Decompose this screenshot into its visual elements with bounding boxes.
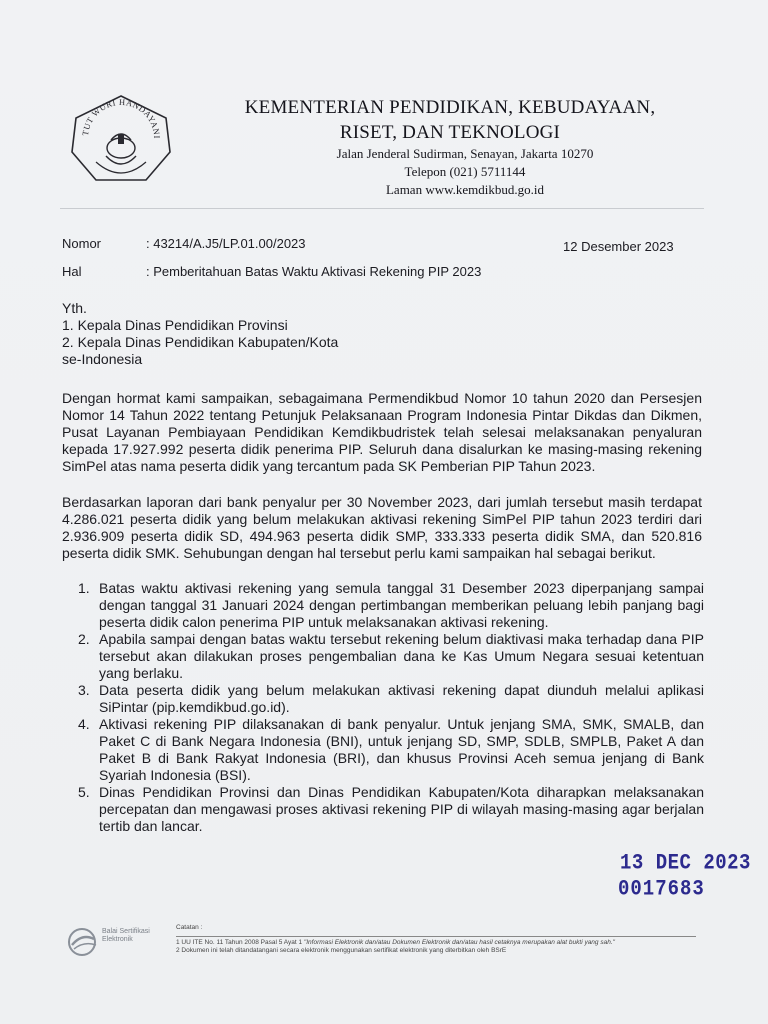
body-paragraph-2: Berdasarkan laporan dari bank penyalur per 30 November 2023, dari jumlah tersebut masih terdapat 4.286.021 peserta didik yang belum melakukan aktivasi rekening SimPel PIP tahun 2023 terdiri dari 2.936.909 peserta didik SD, 494.963 peserta didik SMP, 333.333 peserta didik SMA, dan 520.816 peserta didik SMK. Sehubungan dengan hal tersebut perlu kami sampaikan hal sebagai berikut. [62,494,702,561]
recipient-item: 2. Kepala Dinas Pendidikan Kabupaten/Kota [62,334,339,350]
list-item-text: Aktivasi rekening PIP dilaksanakan di bank penyalur. Untuk jenjang SMA, SMK, SMALB, dan Paket C di Bank Negara Indonesia (BNI), untuk jenjang SD, SMP, SDLB, SMPLB, Paket A dan Paket B di Bank Rakyat Indonesia (BRI), dan khusus Provinsi Aceh semua jenjang di Bank Syariah Indonesia (BSI). [99,716,704,783]
letter-date: 12 Desember 2023 [563,239,674,254]
ministry-address: Jalan Jenderal Sudirman, Senayan, Jakarta 10270 [336,146,594,161]
body-paragraph-1: Dengan hormat kami sampaikan, sebagaimana Permendikbud Nomor 10 tahun 2020 dan Persesjen Nomor 14 Tahun 2022 tentang Petunjuk Pelaksanaan Program Indonesia Pintar Dikdas dan Dikmen, Pusat Layanan Pembiayaan Pendidikan Kemdikbudristek telah selesai melaksanakan penyaluran kepada 17.927.992 peserta didik penerima PIP. Seluruh dana disalurkan ke masing-masing rekening SimPel atas nama peserta didik yang tercantum pada SK Pemberian PIP Tahun 2023. [62,390,702,474]
list-item-number: 5. [78,784,90,800]
list-item-number: 3. [78,682,90,698]
footer-notes [176,924,704,955]
list-item [62,784,704,835]
recipients-block [62,300,338,368]
letterhead-divider [60,208,704,209]
list-item-text: Apabila sampai dengan batas waktu tersebut rekening belum diaktivasi maka terhadap dana PIP tersebut akan dilakukan proses pengembalian dana ke Kas Umum Negara sesuai ketentuan yang berlaku. [99,631,704,681]
list-item-number: 1. [78,580,90,596]
ministry-name-line2: RISET, DAN TEKNOLOGI [339,122,561,143]
list-item [62,682,704,716]
points-list [62,580,704,835]
hal-label: Hal [62,264,82,279]
nomor-label: Nomor [62,236,102,251]
notes-divider [176,936,696,937]
salutation: Yth. [62,300,87,316]
received-number-stamp: 0017683 [618,876,705,902]
list-item [62,716,704,784]
bsre-logo-icon [64,925,104,959]
notes-title: Catatan : [176,924,203,931]
list-item-number: 2. [78,631,90,647]
note-2: 2 Dokumen ini telah ditandatangani secara elektronik menggunakan sertifikat elektronik yang diterbitkan oleh BSrE [176,947,507,954]
ministry-phone: Telepon (021) 5711144 [404,164,526,179]
letterhead [215,95,685,199]
nomor-value: : 43214/A.J5/LP.01.00/2023 [146,236,306,251]
list-item [62,631,704,682]
tut-wuri-handayani-logo [66,92,176,188]
list-item [62,580,704,631]
ministry-website: Laman www.kemdikbud.go.id [385,182,545,197]
list-item-text: Batas waktu aktivasi rekening yang semula tanggal 31 Desember 2023 diperpanjang sampai dengan tanggal 31 Januari 2024 dengan pertimbangan memberikan peluang lebih panjang bagi peserta didik calon penerima PIP untuk melaksanakan aktivasi rekening. [99,580,704,630]
recipient-region: se-Indonesia [62,351,143,367]
list-item-text: Data peserta didik yang belum melakukan aktivasi rekening dapat diunduh melalui aplikasi SiPintar (pip.kemdikbud.go.id). [99,682,704,715]
svg-text:TUT WURI HANDAYANI [80,97,162,139]
received-date-stamp: 13 DEC 2023 [620,850,751,876]
list-item-number: 4. [78,716,90,732]
hal-value: : Pemberitahuan Batas Waktu Aktivasi Rekening PIP 2023 [146,264,482,279]
bsre-label: Balai Sertifikasi Elektronik [102,928,150,943]
list-item-text: Dinas Pendidikan Provinsi dan Dinas Pendidikan Kabupaten/Kota diharapkan melaksanakan percepatan dan mengawasi proses aktivasi rekening PIP di wilayah masing-masing agar berjalan tertib dan lancar. [99,784,704,834]
note-1-quote: "Informasi Elektronik dan/atau Dokumen Elektronik dan/atau hasil cetaknya merupakan alat bukti yang sah." [303,939,615,946]
note-1 [176,939,704,947]
note-1-prefix: 1 UU ITE No. 11 Tahun 2008 Pasal 5 Ayat 1 [176,939,304,946]
ministry-name-line1: KEMENTERIAN PENDIDIKAN, KEBUDAYAAN, [244,97,656,118]
recipient-item: 1. Kepala Dinas Pendidikan Provinsi [62,317,288,333]
logo-motto: TUT WURI HANDAYANI [80,96,163,139]
